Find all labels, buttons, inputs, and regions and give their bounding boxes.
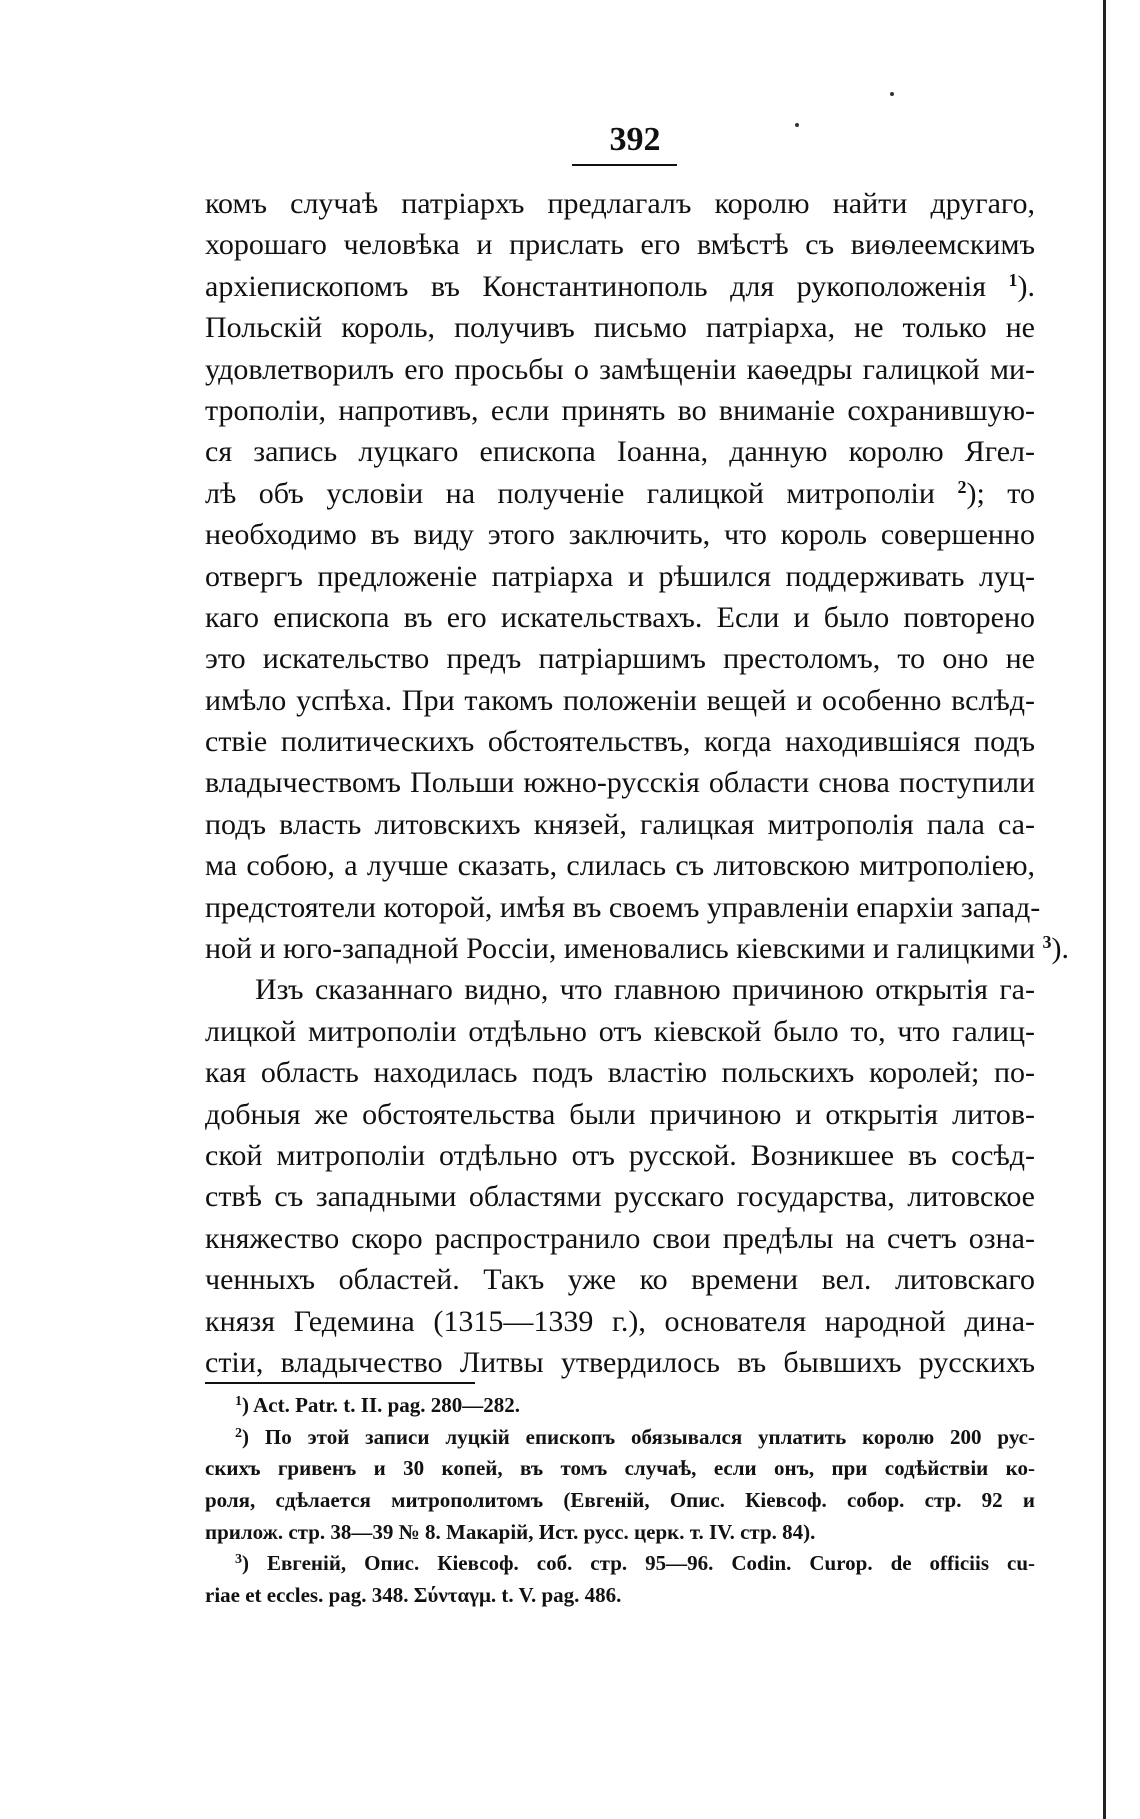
text-line: архіепископомъ въ Константинополь для рукоположенія $^1$). [205, 269, 1036, 303]
footnote-2: $^2$) По этой записи луцкій епископъ обязывался уплатить королю 200 рус- [235, 1424, 1035, 1449]
footnote-line: прилож. стр. 38—39 № 8. Макарій, Ист. русс. церк. т. IV. стр. 84). [205, 1519, 816, 1544]
footnote-1: $^1$) Act. Patr. t. II. pag. 280—282. [235, 1393, 521, 1417]
page-number: 392 [609, 121, 661, 158]
text-line: ствіе политическихъ обстоятельствъ, когда находившіяся подъ [205, 725, 1035, 759]
page-edge-line [1103, 0, 1106, 1819]
text-line: ствѣ съ западными областями русскаго государства, литовское [205, 1180, 1035, 1214]
footnote-line: riae et eccles. pag. 348. Σύνταγμ. t. V. pag. 486. [205, 1583, 622, 1608]
footnote-marker: 3 [235, 1552, 242, 1568]
footnote-separator [205, 1382, 475, 1384]
text-line: лицкой митрополіи отдѣльно отъ кіевской было то, что галиц- [205, 1014, 1035, 1048]
text-line: ской митрополіи отдѣльно отъ русской. Возникшее въ сосѣд- [205, 1138, 1035, 1172]
text-line: трополіи, напротивъ, если принять во вниманіе сохранившую- [205, 393, 1035, 427]
text-line: хорошаго человѣка и прислать его вмѣстѣ съ виѳлеемскимъ [205, 228, 1035, 262]
footnote-line: роля, сдѣлается митрополитомъ (Евгеній, Опис. Кіевсоф. собор. стр. 92 и [205, 1488, 1035, 1513]
text-line: князя Гедемина (1315—1339 г.), основателя народной дина- [205, 1304, 1035, 1338]
footnote-ref-1: 1 [1008, 269, 1018, 290]
footnote-ref-3: 3 [1042, 932, 1052, 953]
text-line: владычествомъ Польши южно-русскія области снова поступили [205, 766, 1035, 800]
footnote-line: скихъ гривенъ и 30 копей, въ томъ случаѣ, если онъ, при содѣйствіи ко- [205, 1456, 1035, 1481]
footnote-3: $^3$) Евгеній, Опис. Кіевсоф. соб. стр. 95—96. Codin. Curop. de officiis cu- [235, 1551, 1035, 1576]
footnote-marker: 2 [235, 1425, 242, 1441]
speck [890, 92, 894, 96]
text-line: комъ случаѣ патріархъ предлагалъ королю найти другаго, [205, 187, 1035, 220]
page-number-underline [572, 164, 677, 166]
footnote-ref-2: 2 [957, 476, 967, 497]
text-line: ма собою, а лучше сказать, слилась съ литовскою митрополіею, [205, 849, 1035, 883]
text-line: лѣ объ условіи на полученіе галицкой митрополіи $^2$); то [205, 476, 1036, 510]
text-line: ся запись луцкаго епископа Іоанна, данную королю Ягел- [205, 435, 1035, 469]
text-line: добныя же обстоятельства были причиною и открытія литов- [205, 1097, 1035, 1131]
text-line: отвергъ предложеніе патріарха и рѣшился поддерживать луц- [205, 559, 1035, 593]
text-line: это искательство предъ патріаршимъ престоломъ, то оно не [205, 642, 1035, 676]
text-line: удовлетворилъ его просьбы о замѣщеніи каѳедры галицкой ми- [205, 352, 1035, 386]
text-line: княжество скоро распространило свои предѣлы на счетъ озна- [205, 1221, 1035, 1255]
text-line: ной и юго-западной Россіи, именовались кіевскими и галицкими $^3$). [205, 932, 1070, 966]
body-text [205, 183, 1070, 1383]
text-line: имѣло успѣха. При такомъ положеніи вещей и особенно вслѣд- [205, 683, 1035, 717]
text-line: предстоятели которой, имѣя въ своемъ управленіи епархіи запад- [205, 890, 1041, 924]
text-line: необходимо въ виду этого заключить, что король совершенно [205, 518, 1035, 552]
text-line: подъ власть литовскихъ князей, галицкая митрополія пала са- [205, 807, 1035, 841]
speck [795, 123, 799, 127]
text-line: кая область находилась подъ властію польскихъ королей; по- [205, 1056, 1035, 1090]
footnotes [205, 1390, 1035, 1612]
text-line: стіи, владычество Литвы утвердилось въ бывшихъ русскихъ [205, 1345, 1035, 1379]
footnote-marker: 1 [235, 1394, 242, 1409]
text-line: каго епископа въ его искательствахъ. Если и было повторено [205, 600, 1035, 634]
text-line: Изъ сказаннаго видно, что главною причиною открытія га- [255, 973, 1035, 1007]
text-line: Польскій король, получивъ письмо патріарха, не только не [205, 311, 1035, 345]
text-line: ченныхъ областей. Такъ уже ко времени вел. литовскаго [205, 1263, 1035, 1297]
